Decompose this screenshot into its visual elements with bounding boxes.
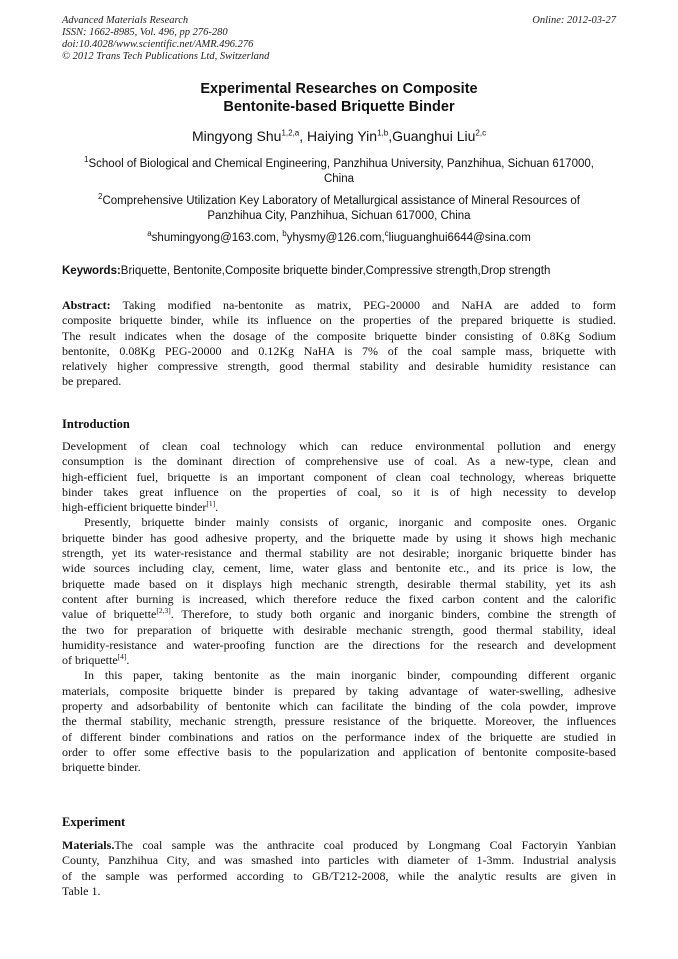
citation-ref[interactable]: [2,3] xyxy=(156,606,171,616)
affiliation-2 xyxy=(62,194,616,224)
punctuation: . xyxy=(215,500,219,515)
body-line: order to offer some effective basis to the popularization and application of bentonite composite-based xyxy=(62,744,616,759)
affiliation-line: Panzhihua City, Panzhihua, Sichuan 617000, China xyxy=(207,210,471,222)
email-sup: b xyxy=(282,229,287,239)
body-line: humidity-resistance and water-proofing function are the directions for the research and development xyxy=(62,637,616,652)
body-line: Table 1. xyxy=(62,883,101,898)
body-line: wide sources including clay, cement, lime, water glass and bentonite etc., and its price is low, the xyxy=(62,561,616,576)
body-line: high-efficient briquette binder xyxy=(62,500,207,515)
author-name: Haiying Yin xyxy=(307,128,378,144)
abstract xyxy=(62,298,616,390)
body-line: materials, composite briquette binder is prepared by taking advantage of water-swelling, adhesive xyxy=(62,683,616,698)
abstract-line: relatively higher compressive strength, good thermal stability and desirable humidity resistance can xyxy=(62,359,616,374)
journal-issn: ISSN: 1662-8985, Vol. 496, pp 276-280 xyxy=(62,27,228,38)
body-line: of different binder combinations and ratios on the performance index of the briquette are studied in xyxy=(62,729,616,744)
email-sup: c xyxy=(384,229,389,239)
email-sup: a xyxy=(147,229,152,239)
email-link[interactable]: liuguanghui6644@sina.com xyxy=(388,232,531,244)
affiliation-sup: 2 xyxy=(98,192,103,202)
online-date: Online: 2012-03-27 xyxy=(532,15,616,26)
email-link[interactable]: yhysmy@126.com xyxy=(286,232,382,244)
body-line: the thermal stability, mechanic strength, pressure resistance of the briquette. Moreover, the influences xyxy=(62,714,616,729)
email-link[interactable]: shumingyong@163.com xyxy=(151,232,276,244)
title-line-1: Experimental Researches on Composite xyxy=(200,81,478,97)
body-line: content after burning is increased, which therefore reduce the fixed carbon content and the calorific xyxy=(62,591,616,606)
body-line: briquette binder. xyxy=(62,760,141,775)
paper-title xyxy=(62,80,616,116)
section-heading-experiment: Experiment xyxy=(62,815,126,829)
author-sup: 1,b xyxy=(377,128,389,138)
body-line: value of briquette xyxy=(62,607,157,622)
keywords-label: Keywords: xyxy=(62,265,121,277)
abstract-label: Abstract: xyxy=(62,298,111,312)
punctuation: . xyxy=(126,653,130,668)
abstract-line: The result indicates when the dosage of the composite briquette binder consisting of 0.8Kg Sodium xyxy=(62,328,616,343)
journal-header xyxy=(62,15,616,63)
citation-ref[interactable]: [4] xyxy=(117,652,127,662)
body-line: high-efficient fuel, briquette is an important component of clean coal technology, whereas briquette xyxy=(62,469,616,484)
body-line: briquette made based on it displays high mechanic strength, desirable thermal stability, yet its ash xyxy=(62,576,616,591)
body-line: In this paper, taking bentonite as the main inorganic binder, compounding different organic xyxy=(84,668,616,683)
body-line: strength, yet its water-resistance and thermal stability are not desirable; inorganic briquette binder has xyxy=(62,546,616,561)
abstract-line: composite briquette binder, while its influence on the properties of the prepared briquette is studied. xyxy=(62,313,616,328)
body-line: of briquette xyxy=(62,653,118,668)
affiliation-1 xyxy=(62,157,616,187)
affiliation-line: Comprehensive Utilization Key Laboratory of Metallurgical assistance of Mineral Resources of xyxy=(102,195,580,207)
abstract-line: be prepared. xyxy=(62,374,122,389)
body-line: briquette binder has good adhesive property, and the briquette made by using it shows high mechanic xyxy=(62,530,616,545)
body-line: Presently, briquette binder mainly consists of organic, inorganic and composite ones. Organic xyxy=(84,515,616,530)
body-line: . Therefore, to study both organic and inorganic binders, combine the strength of xyxy=(170,607,616,622)
affiliation-line: School of Biological and Chemical Engineering, Panzhihua University, Panzhihua, Sichuan 617000, xyxy=(88,158,594,170)
body-line: of the sample was performed according to GB/T212-2008, while the analytic results are given in xyxy=(62,868,616,883)
citation-ref[interactable]: [1] xyxy=(206,499,216,509)
author-sup: 1,2,a xyxy=(281,128,300,138)
author-name: Guanghui Liu xyxy=(392,128,476,144)
title-line-2: Bentonite-based Briquette Binder xyxy=(223,99,455,115)
body-line: binder takes great influence on the properties of coal, so it is of high necessity to develop xyxy=(62,484,616,499)
introduction-body xyxy=(62,439,616,776)
author-sup: 2,c xyxy=(475,128,487,138)
body-line: Development of clean coal technology which can reduce environmental pollution and energy xyxy=(62,439,616,453)
body-line: The coal sample was the anthracite coal produced by Longmang Coal Factoryin Yanbian xyxy=(114,838,616,852)
author-name: Mingyong Shu xyxy=(191,128,282,144)
journal-doi: doi:10.4028/www.scientific.net/AMR.496.276 xyxy=(62,39,254,50)
keywords-text: Briquette, Bentonite,Composite briquette binder,Compressive strength,Drop strength xyxy=(120,265,551,277)
abstract-line: Taking modified na-bentonite as matrix, PEG-20000 and NaHA are added to form xyxy=(110,298,616,312)
body-line: the two for preparation of briquette with desirable mechanic strength, good thermal stability, ideal xyxy=(62,622,616,637)
experiment-body xyxy=(62,838,616,899)
body-line: property and adsorbability of bentonite which can facilitate the binding of the cola powder, improve xyxy=(62,699,616,714)
affiliation-sup: 1 xyxy=(84,155,89,165)
affiliation-line: China xyxy=(323,173,355,185)
journal-name: Advanced Materials Research xyxy=(62,15,189,26)
keywords xyxy=(62,264,616,279)
journal-copyright: © 2012 Trans Tech Publications Ltd, Switzerland xyxy=(62,51,270,62)
section-heading-introduction: Introduction xyxy=(62,417,130,431)
author-list: Mingyong Shu$^{1,2,a}$, Haiying Yin$^{1,b}$,Guanghui Liu$^{2,c}$ xyxy=(191,128,487,144)
materials-label: Materials. xyxy=(62,838,115,852)
body-line: County, Panzhihua City, and was smashed into particles with diameter of 1-3mm. Industrial analysis xyxy=(62,853,616,868)
body-line: consumption is the dominant direction of comprehensive use of coal. As a new-type, clean and xyxy=(62,454,616,469)
abstract-line: bentonite, 0.08Kg PEG-20000 and 0.12Kg NaHA is 7% of the coal sample mass, briquette with xyxy=(62,343,616,358)
author-emails: $^a$shumingyong@163.com, $^b$yhysmy@126.com,$^c$liuguanghui6644@sina.com xyxy=(147,229,531,244)
